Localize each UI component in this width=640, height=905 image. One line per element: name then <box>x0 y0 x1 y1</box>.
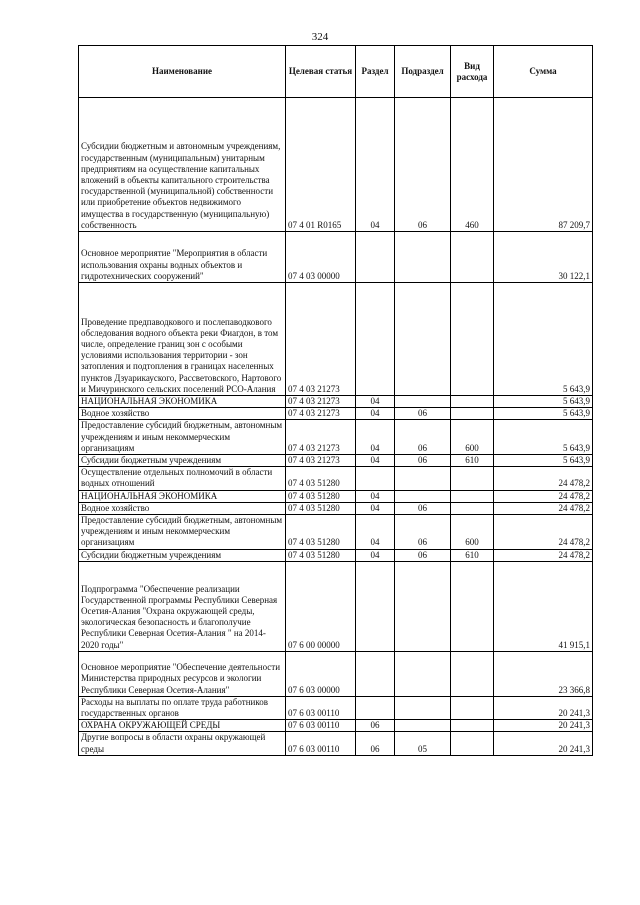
row-sum: 5 643,9 <box>494 420 593 455</box>
row-section <box>356 696 395 719</box>
row-section: 04 <box>356 515 395 550</box>
row-target-article: 07 4 03 51280 <box>286 502 356 514</box>
row-subsection <box>395 561 451 651</box>
row-target-article: 07 4 03 21273 <box>286 283 356 396</box>
row-sum: 5 643,9 <box>494 396 593 408</box>
row-subsection <box>395 232 451 283</box>
row-target-article: 07 4 03 51280 <box>286 515 356 550</box>
row-section: 04 <box>356 408 395 420</box>
row-sum: 24 478,2 <box>494 502 593 514</box>
row-sum: 30 122,1 <box>494 232 593 283</box>
row-target-article: 07 6 03 00110 <box>286 696 356 719</box>
row-expense-type <box>451 490 494 502</box>
row-sum: 20 241,3 <box>494 720 593 732</box>
row-target-article: 07 4 03 00000 <box>286 232 356 283</box>
row-target-article: 07 6 00 00000 <box>286 561 356 651</box>
row-subsection: 06 <box>395 515 451 550</box>
row-expense-type <box>451 283 494 396</box>
row-sum: 87 209,7 <box>494 98 593 232</box>
table-row <box>79 549 593 561</box>
row-expense-type <box>451 467 494 490</box>
row-target-article: 07 6 03 00110 <box>286 720 356 732</box>
row-expense-type <box>451 732 494 755</box>
table-row <box>79 490 593 502</box>
row-sum: 41 915,1 <box>494 561 593 651</box>
row-name: Предоставление субсидий бюджетным, автономным учреждениям и иным некоммерческим организациям <box>79 420 286 455</box>
row-name: Проведение предпаводкового и послепаводкового обследования водного объекта реки Фиагдон, в том числе, определение границ зон с особыми условиями использования территории - зон затопления и подтопления в границах населенных пунктов Дзуарикауского, Рассветовского, Нартового и Мичуринского сельских поселений РСО-Алания <box>79 283 286 396</box>
row-subsection <box>395 396 451 408</box>
table-row <box>79 232 593 283</box>
row-section: 06 <box>356 720 395 732</box>
row-sum: 23 366,8 <box>494 651 593 696</box>
table-row <box>79 696 593 719</box>
row-expense-type <box>451 502 494 514</box>
row-section: 04 <box>356 98 395 232</box>
row-section: 04 <box>356 490 395 502</box>
row-target-article: 07 4 03 51280 <box>286 549 356 561</box>
row-expense-type: 600 <box>451 420 494 455</box>
row-name: Водное хозяйство <box>79 408 286 420</box>
row-expense-type <box>451 408 494 420</box>
table-row <box>79 98 593 232</box>
row-expense-type <box>451 232 494 283</box>
row-section <box>356 561 395 651</box>
row-sum: 24 478,2 <box>494 467 593 490</box>
table-row <box>79 408 593 420</box>
page-number: 324 <box>311 31 329 43</box>
row-subsection: 06 <box>395 455 451 467</box>
row-name: НАЦИОНАЛЬНАЯ ЭКОНОМИКА <box>79 490 286 502</box>
table-row <box>79 283 593 396</box>
row-name: ОХРАНА ОКРУЖАЮЩЕЙ СРЕДЫ <box>79 720 286 732</box>
row-name: Основное мероприятие "Мероприятия в области использования охраны водных объектов и гидротехнических сооружений" <box>79 232 286 283</box>
header-section: Раздел <box>356 46 395 98</box>
table-row <box>79 732 593 755</box>
table-header-row <box>79 46 593 98</box>
row-section: 04 <box>356 396 395 408</box>
header-subsection: Подраздел <box>395 46 451 98</box>
row-name: Субсидии бюджетным и автономным учреждениям, государственным (муниципальным) унитарным предприятиям на осуществление капитальных вложений в объекты капитального строительства государственной (муниципальной) собственности или приобретение объектов недвижимого имущества в государственную (муниципальную) собственность <box>79 98 286 232</box>
row-name: Подпрограмма "Обеспечение реализации Государственной программы Республики Северная Осетия-Алания "Охрана окружающей среды, экологическая безопасность и благополучие Республики Северная Осетия-Алания " на 2014-2020 годы" <box>79 561 286 651</box>
row-subsection <box>395 283 451 396</box>
table-row <box>79 396 593 408</box>
row-section: 04 <box>356 455 395 467</box>
row-target-article: 07 4 03 21273 <box>286 396 356 408</box>
row-subsection: 05 <box>395 732 451 755</box>
row-target-article: 07 4 03 21273 <box>286 408 356 420</box>
row-expense-type <box>451 651 494 696</box>
row-target-article: 07 6 03 00110 <box>286 732 356 755</box>
row-name: Водное хозяйство <box>79 502 286 514</box>
row-sum: 20 241,3 <box>494 696 593 719</box>
row-expense-type <box>451 561 494 651</box>
row-section <box>356 467 395 490</box>
row-expense-type: 610 <box>451 549 494 561</box>
table-row <box>79 651 593 696</box>
row-expense-type: 460 <box>451 98 494 232</box>
row-expense-type <box>451 696 494 719</box>
header-expense-type: Вид расхода <box>451 46 494 98</box>
row-expense-type <box>451 396 494 408</box>
row-name: НАЦИОНАЛЬНАЯ ЭКОНОМИКА <box>79 396 286 408</box>
row-name: Основное мероприятие "Обеспечение деятельности Министерства природных ресурсов и экологии Республики Северная Осетия-Алания" <box>79 651 286 696</box>
row-section <box>356 232 395 283</box>
table-row <box>79 467 593 490</box>
row-subsection <box>395 467 451 490</box>
row-target-article: 07 4 01 R0165 <box>286 98 356 232</box>
header-sum: Сумма <box>494 46 593 98</box>
row-target-article: 07 6 03 00000 <box>286 651 356 696</box>
row-name: Другие вопросы в области охраны окружающей среды <box>79 732 286 755</box>
row-name: Расходы на выплаты по оплате труда работников государственных органов <box>79 696 286 719</box>
row-sum: 5 643,9 <box>494 408 593 420</box>
row-section: 06 <box>356 732 395 755</box>
row-section <box>356 283 395 396</box>
row-expense-type: 600 <box>451 515 494 550</box>
row-expense-type <box>451 720 494 732</box>
row-sum: 20 241,3 <box>494 732 593 755</box>
row-subsection <box>395 720 451 732</box>
row-sum: 5 643,9 <box>494 455 593 467</box>
table-row <box>79 420 593 455</box>
row-sum: 5 643,9 <box>494 283 593 396</box>
budget-table <box>78 45 593 756</box>
header-target-article: Целевая статья <box>286 46 356 98</box>
header-name: Наименование <box>79 46 286 98</box>
row-subsection: 06 <box>395 420 451 455</box>
row-subsection: 06 <box>395 98 451 232</box>
row-sum: 24 478,2 <box>494 490 593 502</box>
row-target-article: 07 4 03 21273 <box>286 455 356 467</box>
row-sum: 24 478,2 <box>494 515 593 550</box>
table-body <box>79 98 593 756</box>
row-section: 04 <box>356 549 395 561</box>
table-row <box>79 720 593 732</box>
row-target-article: 07 4 03 51280 <box>286 490 356 502</box>
row-target-article: 07 4 03 21273 <box>286 420 356 455</box>
row-subsection: 06 <box>395 549 451 561</box>
row-sum: 24 478,2 <box>494 549 593 561</box>
row-subsection: 06 <box>395 408 451 420</box>
row-section: 04 <box>356 502 395 514</box>
table-row <box>79 561 593 651</box>
table-row <box>79 502 593 514</box>
row-name: Предоставление субсидий бюджетным, автономным учреждениям и иным некоммерческим организациям <box>79 515 286 550</box>
row-section: 04 <box>356 420 395 455</box>
row-section <box>356 651 395 696</box>
row-subsection <box>395 651 451 696</box>
row-subsection <box>395 696 451 719</box>
row-name: Субсидии бюджетным учреждениям <box>79 455 286 467</box>
row-name: Осуществление отдельных полномочий в области водных отношений <box>79 467 286 490</box>
row-target-article: 07 4 03 51280 <box>286 467 356 490</box>
row-subsection: 06 <box>395 502 451 514</box>
table-row <box>79 515 593 550</box>
row-name: Субсидии бюджетным учреждениям <box>79 549 286 561</box>
row-subsection <box>395 490 451 502</box>
table-row <box>79 455 593 467</box>
row-expense-type: 610 <box>451 455 494 467</box>
